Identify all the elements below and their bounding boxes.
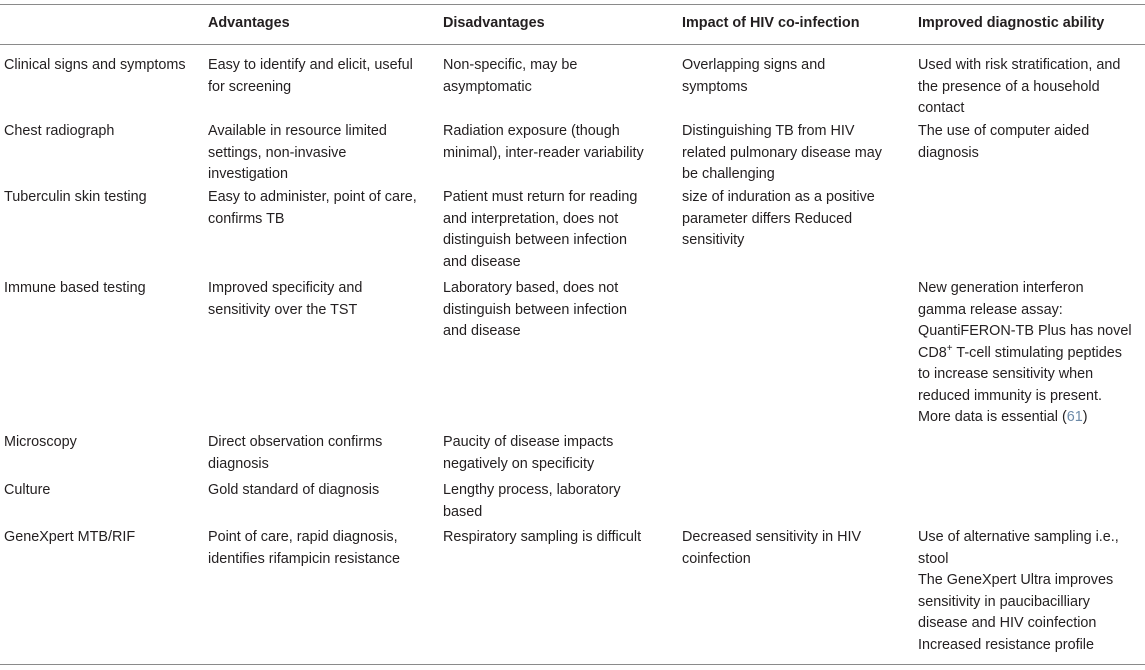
hiv-impact-cell: Overlapping signs and symptoms (682, 57, 826, 95)
hiv-impact-cell: Distinguishing TB from HIV related pulmonary disease may be challenging (682, 123, 882, 182)
disadvantages-cell: Lengthy process, laboratory based (443, 482, 621, 520)
disadvantages-cell: Laboratory based, does not distinguish between infection and disease (443, 280, 628, 339)
method-cell: Tuberculin skin testing (4, 189, 147, 205)
disadvantages-cell: Radiation exposure (though minimal), inter-reader variability (443, 123, 644, 161)
header-hiv-impact: Impact of HIV co-infection (682, 15, 860, 31)
method-cell: Culture (4, 482, 51, 498)
advantages-cell: Point of care, rapid diagnosis, identifies rifampicin resistance (208, 529, 400, 567)
advantages-cell: Available in resource limited settings, non-invasive investigation (208, 123, 387, 182)
disadvantages-cell: Non-specific, may be asymptomatic (443, 57, 578, 95)
advantages-cell: Easy to identify and elicit, useful for screening (208, 57, 413, 95)
table-top-rule (0, 4, 1145, 5)
improved-cell: The use of computer aided diagnosis (918, 123, 1090, 161)
hiv-impact-cell: Decreased sensitivity in HIV coinfection (682, 529, 862, 567)
advantages-cell: Direct observation confirms diagnosis (208, 434, 383, 472)
improved-cell: Used with risk stratification, and the presence of a household contact (918, 57, 1121, 116)
header-advantages: Advantages (208, 15, 290, 31)
header-rule (0, 44, 1145, 45)
improved-cell: New generation interferon gamma release assay: QuantiFERON-TB Plus has novel CD8+ T-cell stimulating peptides to increase sensitivity when reduced immunity is present. More data is essential (61) (918, 280, 1132, 425)
method-cell: GeneXpert MTB/RIF (4, 529, 136, 545)
method-cell: Chest radiograph (4, 123, 115, 139)
header-improved-diagnostic: Improved diagnostic ability (918, 15, 1105, 31)
reference-link[interactable]: 61 (1066, 409, 1083, 425)
advantages-cell: Gold standard of diagnosis (208, 482, 380, 498)
superscript-plus: + (946, 342, 953, 354)
disadvantages-cell: Patient must return for reading and interpretation, does not distinguish between infection and disease (443, 189, 638, 270)
method-cell: Immune based testing (4, 280, 146, 296)
table-bottom-rule (0, 664, 1145, 665)
disadvantages-cell: Paucity of disease impacts negatively on specificity (443, 434, 614, 472)
improved-cell: Use of alternative sampling i.e., stool The GeneXpert Ultra improves sensitivity in paucibacilliary disease and HIV coinfection Increased resistance profile (918, 529, 1119, 653)
advantages-cell: Easy to administer, point of care, confirms TB (208, 189, 417, 227)
advantages-cell: Improved specificity and sensitivity over the TST (208, 280, 363, 318)
method-cell: Clinical signs and symptoms (4, 57, 186, 73)
method-cell: Microscopy (4, 434, 77, 450)
hiv-impact-cell: size of induration as a positive parameter differs Reduced sensitivity (682, 189, 875, 248)
header-disadvantages: Disadvantages (443, 15, 545, 31)
disadvantages-cell: Respiratory sampling is difficult (443, 529, 642, 545)
